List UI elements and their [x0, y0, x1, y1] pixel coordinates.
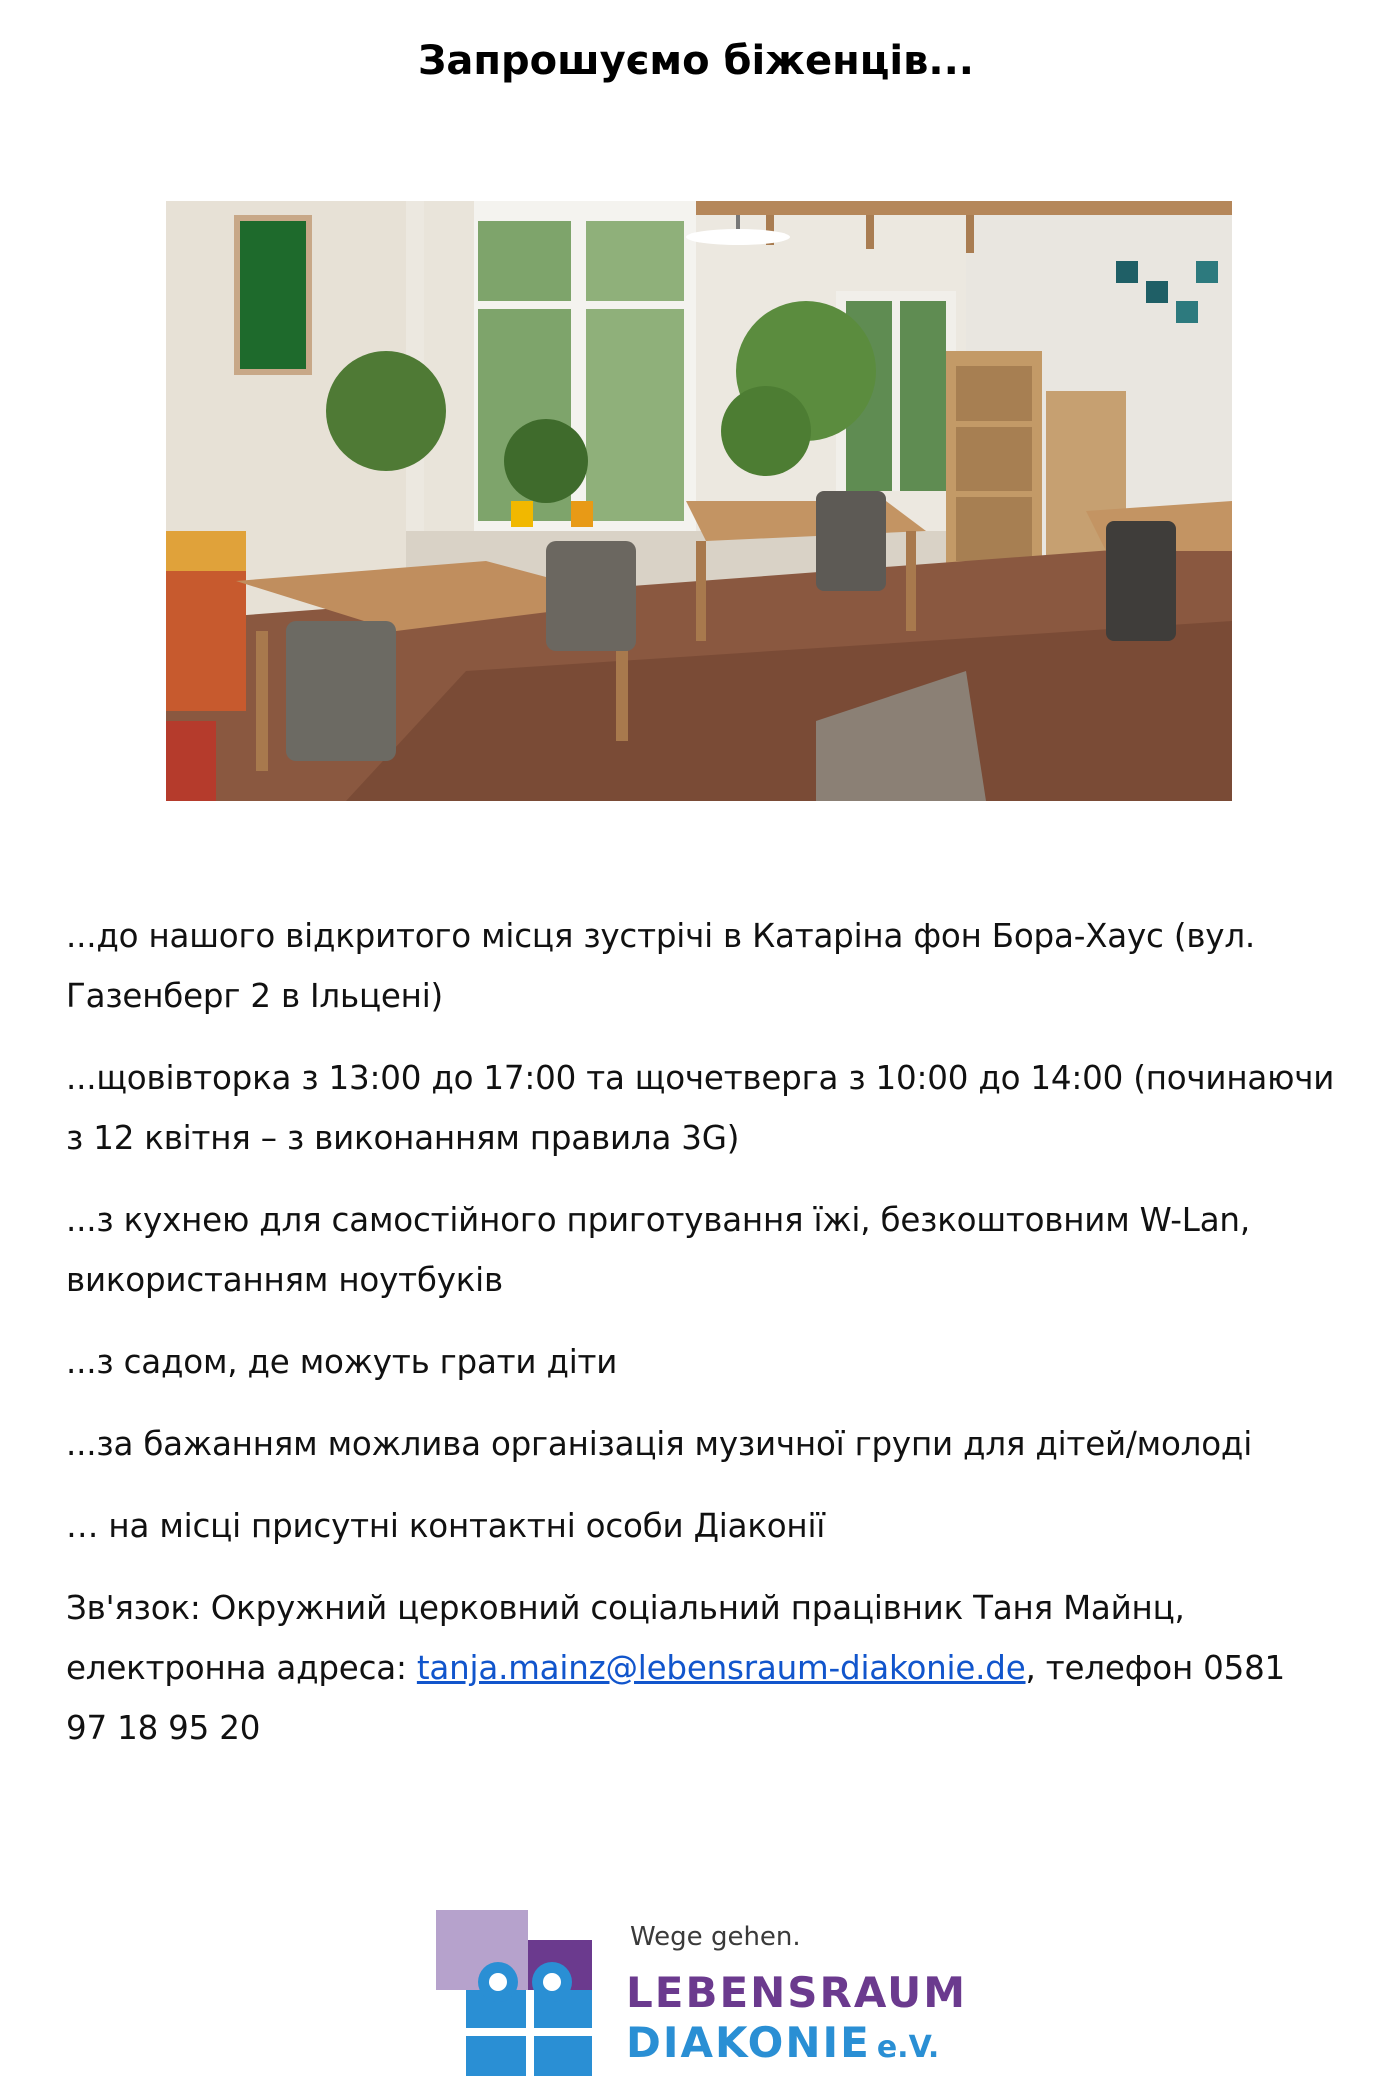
contact-phone: , телефон 0581 97 18 95 20	[66, 1649, 1286, 1747]
logo-name-line1: LEBENSRAUM	[626, 1968, 968, 2017]
paragraph-contact-info	[66, 1578, 1336, 1758]
body-text	[66, 906, 1336, 1780]
logo-name-diakonie: DIAKONIE	[626, 2018, 871, 2067]
logo-name-suffix: e.V.	[876, 2030, 940, 2065]
contact-prefix: Зв'язок: Окружний церковний соціальний працівник Таня Майнц, електронна адреса:	[66, 1589, 1185, 1687]
logo-name-line2	[626, 2018, 939, 2067]
paragraph-garden: ...з садом, де можуть грати діти	[66, 1343, 618, 1381]
paragraph-opening-hours: ...щовівторка з 13:00 до 17:00 та щочетверга з 10:00 до 14:00 (починаючи з 12 квітня – з виконанням правила 3G)	[66, 1059, 1335, 1157]
paragraph-music-group: ...за бажанням можлива організація музичної групи для дітей/молоді	[66, 1425, 1253, 1463]
email-link[interactable]: tanja.mainz@lebensraum-diakonie.de	[416, 1649, 1026, 1687]
paragraph-contacts: … на місці присутні контактні особи Діаконії	[66, 1507, 826, 1545]
logo-slogan: Wege gehen.	[630, 1922, 801, 1952]
paragraph-kitchen: ...з кухнею для самостійного приготування їжі, безкоштовним W-Lan, використанням ноутбуків	[66, 1201, 1250, 1299]
paragraph-meeting-place: ...до нашого відкритого місця зустрічі в Катаріна фон Бора-Хаус (вул. Газенберг 2 в Ільцені)	[66, 917, 1256, 1015]
page-title: Запрошуємо біженців...	[418, 38, 974, 84]
lebensraum-diakonie-logo	[436, 1910, 976, 2076]
logo-mark-icon	[436, 1910, 592, 2076]
room-photo	[166, 201, 1232, 801]
